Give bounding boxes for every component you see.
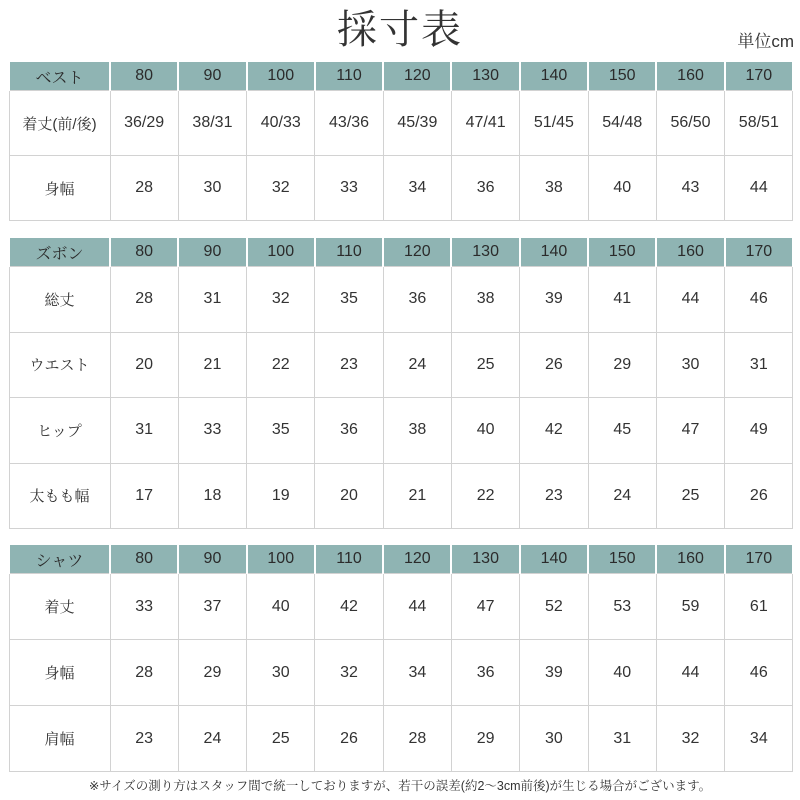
pants-category-label: ズボン: [9, 238, 110, 267]
shirt-cell: 23: [110, 706, 178, 772]
shirt-size-header: 170: [725, 545, 793, 574]
pants-cell: 32: [247, 267, 315, 333]
pants-cell: 38: [383, 398, 451, 464]
vest-size-header: 120: [383, 62, 451, 91]
shirt-cell: 47: [451, 574, 519, 640]
shirt-cell: 52: [520, 574, 588, 640]
pants-cell: 44: [656, 267, 724, 333]
pants-cell: 42: [520, 398, 588, 464]
shirt-row-label: 肩幅: [9, 706, 110, 772]
vest-cell: 38: [520, 156, 588, 221]
shirt-cell: 30: [520, 706, 588, 772]
vest-size-header: 130: [451, 62, 519, 91]
shirt-cell: 53: [588, 574, 656, 640]
pants-cell: 18: [178, 463, 246, 529]
shirt-cell: 37: [178, 574, 246, 640]
shirt-row: [9, 706, 793, 772]
shirt-cell: 28: [110, 640, 178, 706]
shirt-cell: 40: [247, 574, 315, 640]
shirt-cell: 28: [383, 706, 451, 772]
vest-cell: 47/41: [451, 91, 519, 156]
shirt-size-header: 110: [315, 545, 383, 574]
pants-size-header: 150: [588, 238, 656, 267]
shirt-category-label: シャツ: [9, 545, 110, 574]
shirt-row: [9, 574, 793, 640]
shirt-cell: 59: [656, 574, 724, 640]
pants-cell: 17: [110, 463, 178, 529]
pants-size-header: 110: [315, 238, 383, 267]
shirt-cell: 39: [520, 640, 588, 706]
pants-cell: 35: [315, 267, 383, 333]
pants-row: [9, 267, 793, 333]
pants-cell: 22: [451, 463, 519, 529]
vest-row-label: 身幅: [9, 156, 110, 221]
shirt-cell: 24: [178, 706, 246, 772]
pants-cell: 20: [315, 463, 383, 529]
shirt-cell: 40: [588, 640, 656, 706]
pants-cell: 35: [247, 398, 315, 464]
vest-category-label: ベスト: [9, 62, 110, 91]
shirt-cell: 32: [315, 640, 383, 706]
pants-cell: 33: [178, 398, 246, 464]
pants-cell: 47: [656, 398, 724, 464]
vest-size-header: 140: [520, 62, 588, 91]
pants-row: [9, 398, 793, 464]
vest-cell: 51/45: [520, 91, 588, 156]
pants-size-header: 130: [451, 238, 519, 267]
pants-cell: 41: [588, 267, 656, 333]
vest-size-header: 170: [725, 62, 793, 91]
pants-cell: 26: [725, 463, 793, 529]
pants-cell: 39: [520, 267, 588, 333]
shirt-row-label: 着丈: [9, 574, 110, 640]
pants-row-label: 総丈: [9, 267, 110, 333]
shirt-cell: 61: [725, 574, 793, 640]
pants-cell: 38: [451, 267, 519, 333]
vest-cell: 45/39: [383, 91, 451, 156]
shirt-cell: 44: [656, 640, 724, 706]
vest-cell: 44: [725, 156, 793, 221]
vest-cell: 56/50: [656, 91, 724, 156]
shirt-cell: 36: [451, 640, 519, 706]
shirt-size-header: 120: [383, 545, 451, 574]
pants-cell: 31: [110, 398, 178, 464]
vest-cell: 30: [178, 156, 246, 221]
pants-row: [9, 463, 793, 529]
vest-cell: 28: [110, 156, 178, 221]
vest-cell: 33: [315, 156, 383, 221]
shirt-size-header: 130: [451, 545, 519, 574]
pants-cell: 30: [656, 332, 724, 398]
pants-cell: 45: [588, 398, 656, 464]
pants-cell: 23: [315, 332, 383, 398]
vest-row: [9, 156, 793, 221]
pants-cell: 31: [725, 332, 793, 398]
vest-cell: 58/51: [725, 91, 793, 156]
pants-size-header: 160: [656, 238, 724, 267]
shirt-cell: 30: [247, 640, 315, 706]
vest-cell: 38/31: [178, 91, 246, 156]
shirt-row-label: 身幅: [9, 640, 110, 706]
vest-row-label: 着丈(前/後): [9, 91, 110, 156]
shirt-cell: 29: [178, 640, 246, 706]
vest-size-header: 80: [110, 62, 178, 91]
shirt-cell: 26: [315, 706, 383, 772]
vest-cell: 54/48: [588, 91, 656, 156]
vest-size-header: 150: [588, 62, 656, 91]
shirt-row: [9, 640, 793, 706]
vest-size-header: 160: [656, 62, 724, 91]
pants-cell: 40: [451, 398, 519, 464]
pants-cell: 19: [247, 463, 315, 529]
vest-cell: 43/36: [315, 91, 383, 156]
vest-cell: 40: [588, 156, 656, 221]
pants-header-row: [9, 238, 793, 267]
vest-cell: 32: [247, 156, 315, 221]
shirt-size-header: 90: [178, 545, 246, 574]
vest-size-header: 90: [178, 62, 246, 91]
shirt-size-header: 100: [247, 545, 315, 574]
vest-size-header: 100: [247, 62, 315, 91]
pants-row: [9, 332, 793, 398]
pants-cell: 23: [520, 463, 588, 529]
vest-header-row: [9, 62, 793, 91]
vest-cell: 40/33: [247, 91, 315, 156]
pants-cell: 29: [588, 332, 656, 398]
pants-cell: 22: [247, 332, 315, 398]
pants-size-header: 100: [247, 238, 315, 267]
pants-cell: 24: [588, 463, 656, 529]
shirt-size-table: [8, 545, 794, 772]
page-title: 採寸表: [337, 8, 463, 52]
vest-size-header: 110: [315, 62, 383, 91]
shirt-header-row: [9, 545, 793, 574]
pants-size-header: 80: [110, 238, 178, 267]
shirt-size-header: 150: [588, 545, 656, 574]
pants-cell: 21: [383, 463, 451, 529]
shirt-size-header: 80: [110, 545, 178, 574]
shirt-cell: 31: [588, 706, 656, 772]
pants-size-header: 120: [383, 238, 451, 267]
shirt-cell: 32: [656, 706, 724, 772]
pants-cell: 36: [383, 267, 451, 333]
measurement-note: ※サイズの測り方はスタッフ間で統一しておりますが、若干の誤差(約2〜3cm前後)が生じる場合がございます。: [88, 779, 712, 793]
pants-size-header: 140: [520, 238, 588, 267]
pants-cell: 24: [383, 332, 451, 398]
vest-row: [9, 91, 793, 156]
shirt-size-header: 160: [656, 545, 724, 574]
pants-row-label: ヒップ: [9, 398, 110, 464]
unit-label: 単位cm: [737, 32, 794, 51]
pants-cell: 31: [178, 267, 246, 333]
pants-cell: 25: [656, 463, 724, 529]
vest-cell: 34: [383, 156, 451, 221]
shirt-size-header: 140: [520, 545, 588, 574]
shirt-cell: 29: [451, 706, 519, 772]
pants-cell: 49: [725, 398, 793, 464]
pants-row-label: ウエスト: [9, 332, 110, 398]
shirt-cell: 34: [383, 640, 451, 706]
pants-size-header: 90: [178, 238, 246, 267]
shirt-cell: 44: [383, 574, 451, 640]
pants-cell: 25: [451, 332, 519, 398]
vest-size-table: [8, 62, 794, 221]
vest-cell: 36/29: [110, 91, 178, 156]
pants-row-label: 太もも幅: [9, 463, 110, 529]
pants-cell: 28: [110, 267, 178, 333]
shirt-cell: 25: [247, 706, 315, 772]
pants-cell: 21: [178, 332, 246, 398]
vest-cell: 36: [451, 156, 519, 221]
shirt-cell: 42: [315, 574, 383, 640]
pants-cell: 46: [725, 267, 793, 333]
pants-size-table: [8, 238, 794, 529]
vest-cell: 43: [656, 156, 724, 221]
pants-cell: 26: [520, 332, 588, 398]
shirt-cell: 46: [725, 640, 793, 706]
shirt-cell: 33: [110, 574, 178, 640]
pants-cell: 20: [110, 332, 178, 398]
shirt-cell: 34: [725, 706, 793, 772]
pants-cell: 36: [315, 398, 383, 464]
pants-size-header: 170: [725, 238, 793, 267]
